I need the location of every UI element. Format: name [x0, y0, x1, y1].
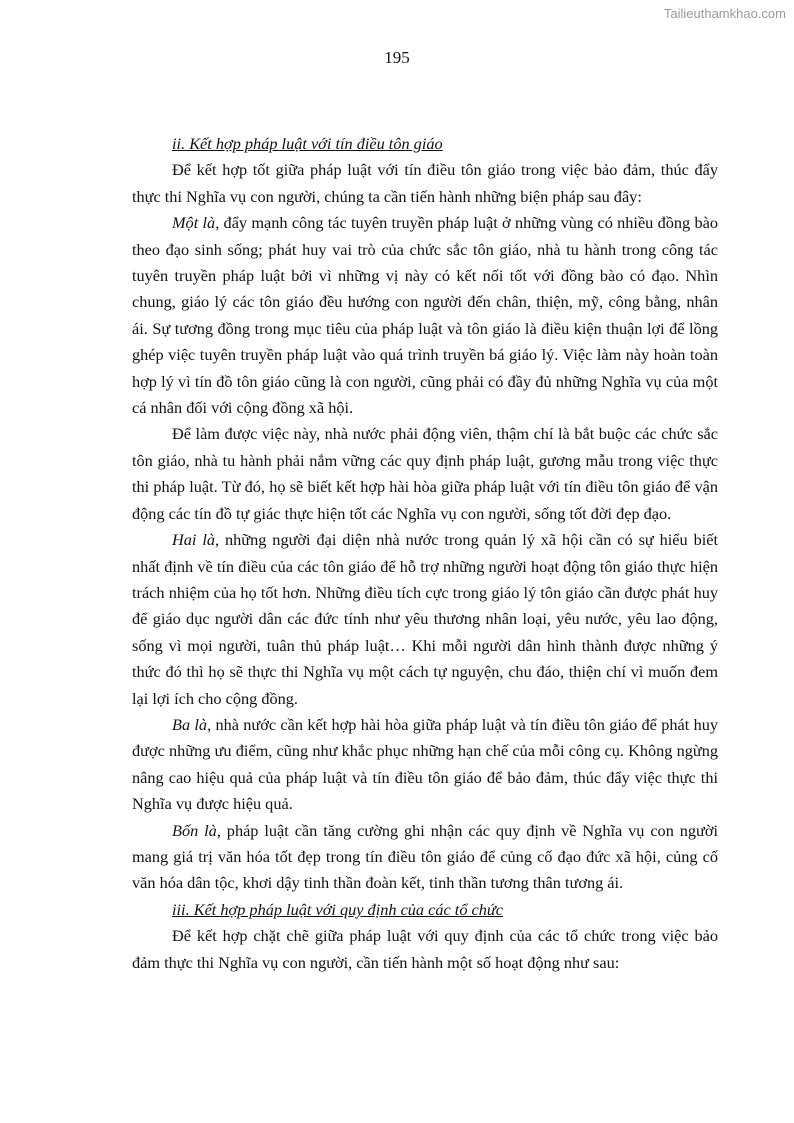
paragraph-lead: Ba là [172, 714, 208, 734]
paragraph-lead: Bốn là [172, 820, 217, 840]
paragraph-text: , đẩy mạnh công tác tuyên truyền pháp luật ở những vùng có nhiều đồng bào theo đạo sinh sống; phát huy vai trò của chức sắc tôn giáo, nhà tu hành trong công tác tuyên truyền pháp luật bởi vì những vị này có kết nối tốt với đồng bào có đạo. Nhìn chung, giáo lý các tôn giáo đều hướng con người đến chân, thiện, mỹ, công bằng, nhân ái. Sự tương đồng trong mục tiêu của pháp luật và tôn giáo là điều kiện thuận lợi để lồng ghép việc tuyên truyền pháp luật vào quá trình truyền bá giáo lý. Việc làm này hoàn toàn hợp lý vì tín đồ tôn giáo cũng là con người, cũng phải có đầy đủ những Nghĩa vụ của một cá nhân đối với cộng đồng xã hội. [132, 213, 718, 418]
watermark: Tailieuthamkhao.com [663, 6, 786, 21]
page-number: 195 [384, 48, 410, 67]
section-ii-intro: Để kết hợp tốt giữa pháp luật với tín điều tôn giáo trong việc bảo đảm, thúc đẩy thực thi Nghĩa vụ con người, chúng ta cần tiến hành những biện pháp sau đây: [132, 160, 718, 206]
paragraph-lead: Hai là [172, 530, 216, 550]
paragraph-de-lam-duoc: Để làm được việc này, nhà nước phải động viên, thậm chí là bắt buộc các chức sắc tôn giáo, nhà tu hành phải nắm vững các quy định pháp luật, gương mẫu trong việc thực thi pháp luật. Từ đó, họ sẽ biết kết hợp hài hòa giữa pháp luật với tín điều tôn giáo để vận động các tín đồ tự giác thực hiện tốt các Nghĩa vụ con người, sống tốt đời đẹp đạo. [132, 424, 718, 523]
paragraph-hai-la [132, 527, 718, 712]
document-body [132, 131, 718, 976]
paragraph-mot-la [132, 210, 718, 421]
paragraph-lead: Một là [172, 213, 216, 233]
section-iii-heading: iii. Kết hợp pháp luật với quy định của các tổ chức [172, 899, 504, 919]
paragraph-text: , những người đại diện nhà nước trong quản lý xã hội cần có sự hiểu biết nhất định về tín điều của các tôn giáo để hỗ trợ những người hoạt động tôn giáo thực hiện trách nhiệm của họ tốt hơn. Những điều tích cực trong giáo lý tôn giáo cần được phát huy để giáo dục người dân các đức tính như yêu thương nhân loại, yêu nước, yêu lao động, sống vì mọi người, tuân thủ pháp luật… Khi mỗi người dân hình thành được những ý thức đó thì họ sẽ thực thi Nghĩa vụ một cách tự nguyện, chu đáo, thiện chí vì muốn đem lại lợi ích cho cộng đồng. [132, 530, 718, 708]
paragraph-ba-la [132, 712, 718, 818]
section-ii-heading: ii. Kết hợp pháp luật với tín điều tôn giáo [172, 134, 443, 153]
paragraph-text: , nhà nước cần kết hợp hài hòa giữa pháp luật và tín điều tôn giáo để phát huy được những ưu điểm, cũng như khắc phục những hạn chế của mỗi công cụ. Không ngừng nâng cao hiệu quả của pháp luật và tín điều tôn giáo để bảo đảm, thúc đẩy việc thực thi Nghĩa vụ được hiệu quả. [132, 714, 718, 814]
paragraph-bon-la [132, 818, 718, 897]
paragraph-text: , pháp luật cần tăng cường ghi nhận các quy định về Nghĩa vụ con người mang giá trị văn hóa tốt đẹp trong tín điều tôn giáo để củng cố đạo đức xã hội, củng cố văn hóa dân tộc, khơi dậy tinh thần đoàn kết, tinh thần tương thân tương ái. [132, 820, 718, 893]
section-iii-intro: Để kết hợp chặt chẽ giữa pháp luật với quy định của các tổ chức trong việc bảo đảm thực thi Nghĩa vụ con người, cần tiến hành một số hoạt động như sau: [132, 926, 718, 972]
